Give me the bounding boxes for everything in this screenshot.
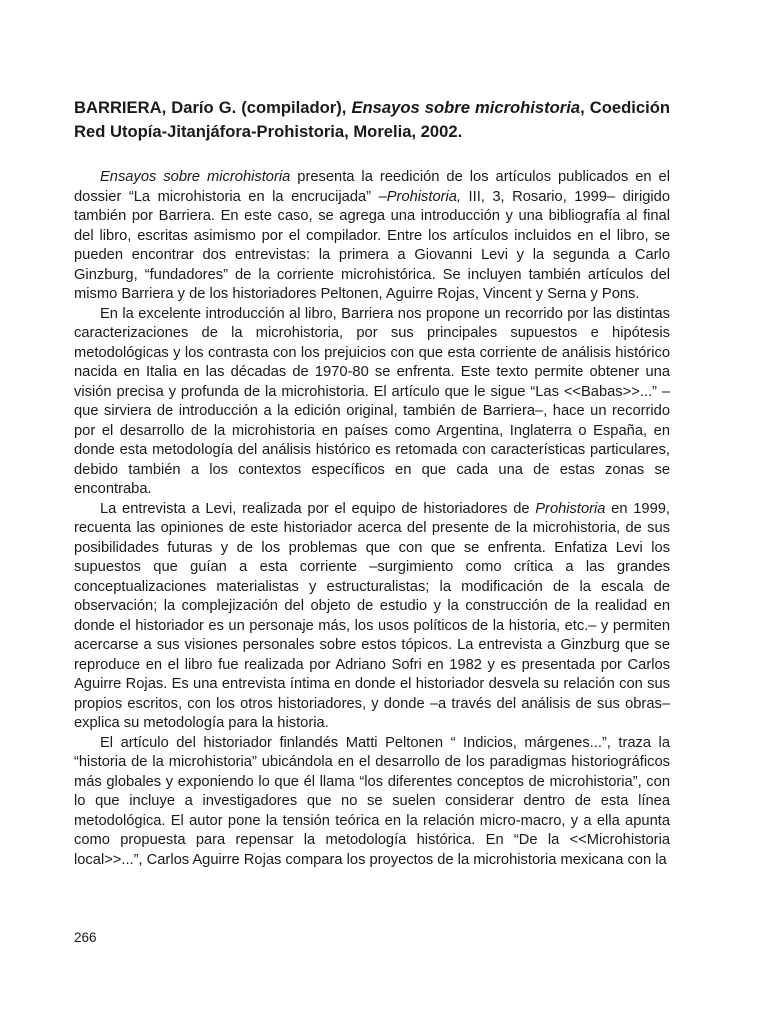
paragraph-3 (74, 500, 670, 734)
text-segment: presenta la reedición de los artículos publicados en el dossier “La microhistoria en la encrucijada” – (74, 169, 670, 205)
text-segment: III, 3, Rosario, 1999– dirigido también por Barriera. En este caso, se agrega una introducción y una bibliografía al final del libro, escritas asimismo por el compilador. Entre los artículos incluidos en el libro, se pueden encontrar dos entrevistas: la primera a Giovanni Levi y la segunda a Carlo Ginzburg, “fundadores” de la corriente microhistórica. Se incluyen también artículos del mismo Barriera y de los historiadores Peltonen, Aguirre Rojas, Vincent y Serna y Pons. (74, 188, 670, 302)
text-segment: El artículo del historiador finlandés Matti Peltonen “ Indicios, márgenes...”, traza la “historia de la microhistoria” ubicándola en el desarrollo de los paradigmas historiográficos más globales y exponiendo lo que él llama “los diferentes conceptos de microhistoria”, con lo que incluye a investigadores que no se suelen considerar dentro de esta línea metodológica. El autor pone la tensión teórica en la relación micro-macro, y a ella apunta como propuesta para repensar la metodología histórica. En “De la <<Microhistoria local>>...”, Carlos Aguirre Rojas compara los proyectos de la microhistoria mexicana con la (74, 734, 670, 868)
heading-author: BARRIERA, Darío G. (compilador), (74, 98, 352, 117)
text-segment: Prohistoria, (386, 188, 462, 205)
text-segment: en 1999, recuenta las opiniones de este historiador acerca del presente de la microhistoria, de sus posibilidades futuras y de los problemas que con que se enfrenta. Enfatiza Levi los supuestos que guían a esta corriente –surgimiento como crítica a las grandes conceptualizaciones materialistas y estructuralistas; la modificación de la escala de observación; la complejización del objeto de estudio y la construcción de la realidad en donde el historiador es un personaje más, los usos políticos de la historia, etc.– y permiten acercarse a sus visiones personales sobre estos tópicos. La entrevista a Ginzburg que se reproduce en el libro fue realizada por Adriano Sofri en 1982 y es presentada por Carlos Aguirre Rojas. Es una entrevista íntima en donde el historiador desvela su relación con sus propios escritos, con los otros historiadores, y donde –a través del análisis de sus obras– explica su metodología para la historia. (74, 500, 670, 731)
text-segment: Prohistoria (535, 500, 606, 517)
heading-publication: , Coedición Red Utopía-Jitanjáfora-Prohistoria, Morelia, 2002. (74, 98, 670, 141)
text-segment: En la excelente introducción al libro, Barriera nos propone un recorrido por las distintas caracterizaciones de la microhistoria, por sus principales supuestos e hipótesis metodológicas y los contrasta con los prejuicios con que esta corriente de análisis histórico nacida en Italia en las décadas de 1970-80 se enfrenta. Este texto permite obtener una visión precisa y profunda de la microhistoria. El artículo que le sigue “Las <<Babas>>...” –que sirviera de introducción a la edición original, también de Barriera–, hace un recorrido por el desarrollo de la microhistoria en países como Argentina, Inglaterra o España, en donde esta metodología del análisis histórico es retomada con características particulares, debido también a los contextos específicos en que cada una de estas zonas se encontraba. (74, 305, 670, 497)
heading-book-title: Ensayos sobre microhistoria (351, 98, 581, 117)
text-segment: Ensayos sobre microhistoria (100, 169, 291, 185)
paragraph-2 (74, 305, 670, 500)
review-body (74, 168, 670, 870)
document-page (74, 96, 670, 870)
text-segment: La entrevista a Levi, realizada por el equipo de historiadores de (100, 500, 536, 517)
page-number: 266 (74, 930, 97, 945)
paragraph-4 (74, 734, 670, 871)
paragraph-1 (74, 168, 670, 305)
bibliographic-heading (74, 96, 670, 144)
